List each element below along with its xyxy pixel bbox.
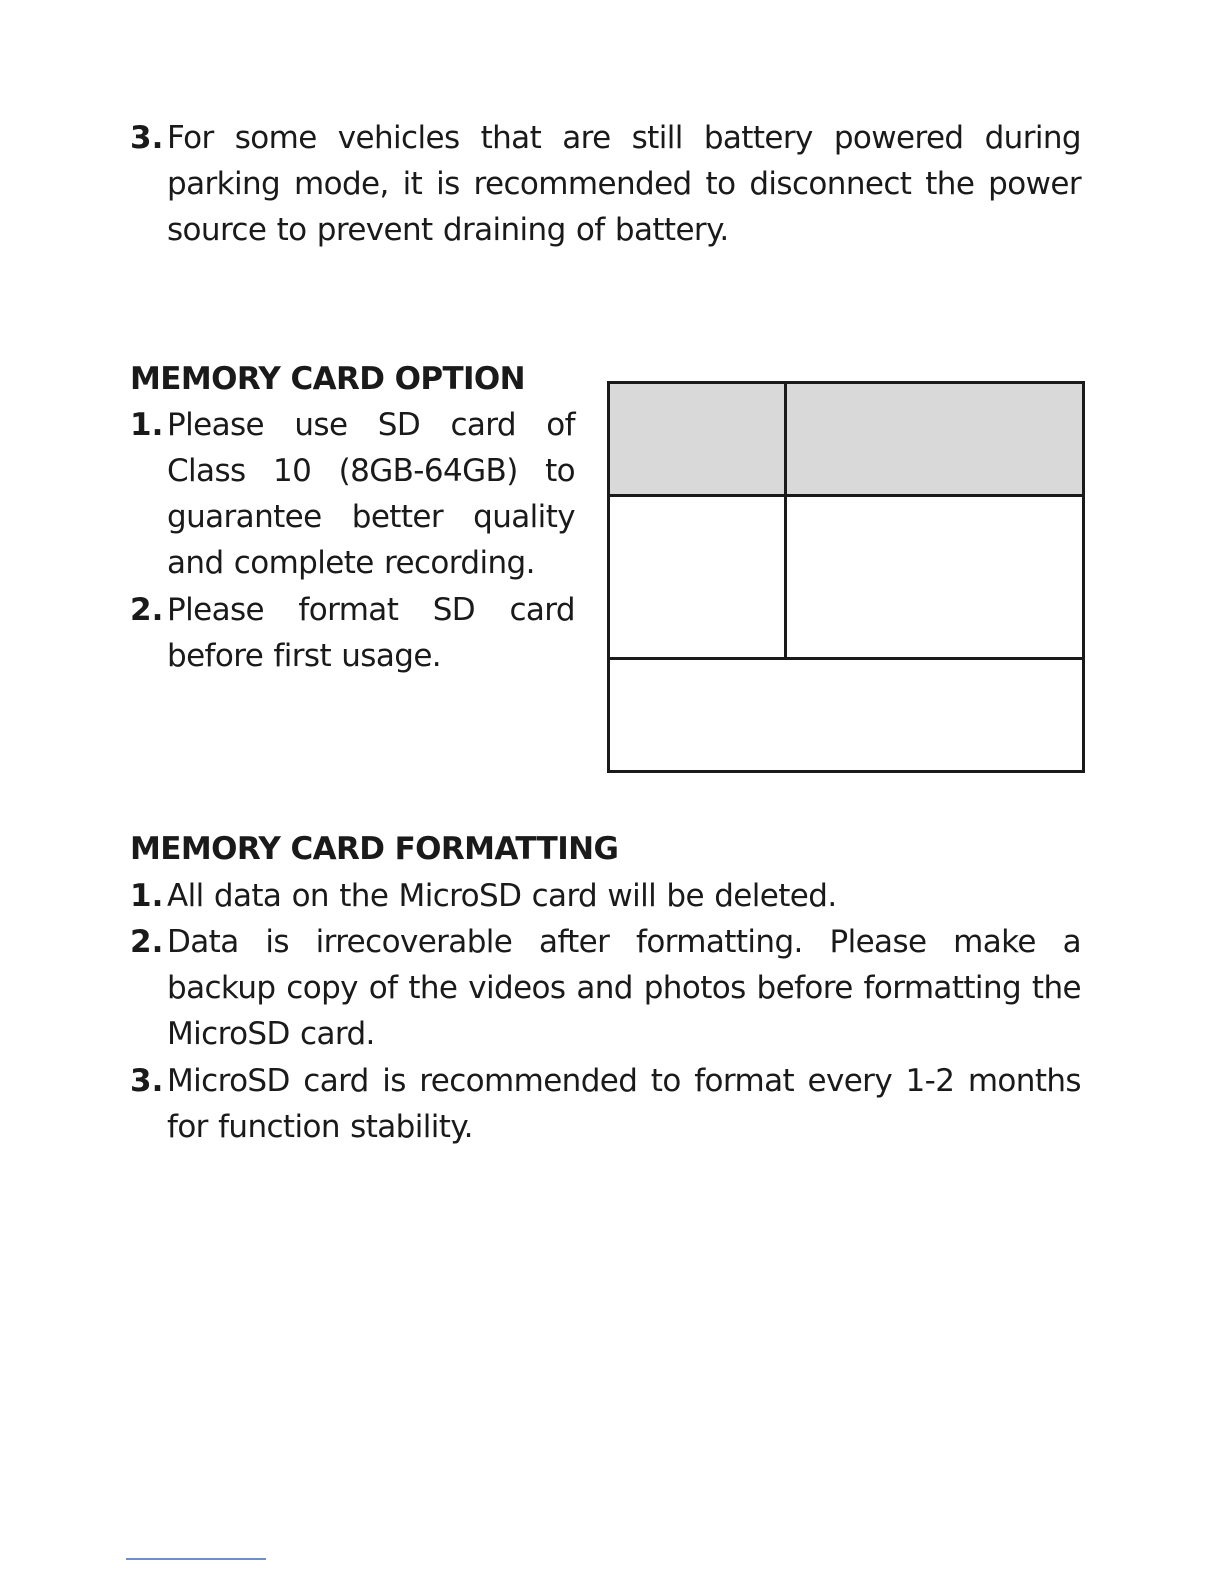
parking-note-item [130,115,1082,255]
option-item-2-number: 2. [130,592,164,628]
table-header-row [609,383,1084,496]
memory-card-option-heading: MEMORY CARD OPTION [130,361,526,397]
table-row [609,495,1084,659]
formatting-item-2-number: 2. [130,924,164,960]
formatting-item-3-text: MicroSD card is recommended to format every 1-2 months for function stability. [167,1063,1081,1145]
table-cell [786,495,1084,659]
formatting-item-3 [130,1058,1082,1150]
formatting-item-3-number: 3. [130,1063,164,1099]
option-item-1-number: 1. [130,407,164,443]
formatting-item-1-number: 1. [130,878,164,914]
option-item-2-text: Please format SD card before first usage. [167,592,575,674]
footer-divider [126,1558,266,1560]
option-item-1-text: Please use SD card of Class 10 (8GB-64GB) to guarantee better quality and complete recording. [167,407,575,581]
parking-note-number: 3. [130,120,164,156]
formatting-item-1 [130,873,1082,919]
memory-card-formatting-heading: MEMORY CARD FORMATTING [130,831,619,867]
formatting-item-2-text: Data is irrecoverable after formatting. Please make a backup copy of the videos and photos before formatting the MicroSD card. [167,924,1081,1052]
formatting-item-2 [130,919,1082,1057]
formatting-item-1-text: All data on the MicroSD card will be deleted. [167,878,837,914]
table-row [609,659,1084,772]
table-cell [609,659,1084,772]
parking-note-text: For some vehicles that are still battery powered during parking mode, it is recommended to disconnect the power source to prevent draining of battery. [167,120,1081,248]
table-cell [609,495,786,659]
table-cell [786,383,1084,496]
table-cell [609,383,786,496]
memory-card-option-item-2 [130,587,576,679]
sd-card-table [607,381,1085,773]
memory-card-option-item-1 [130,402,576,586]
